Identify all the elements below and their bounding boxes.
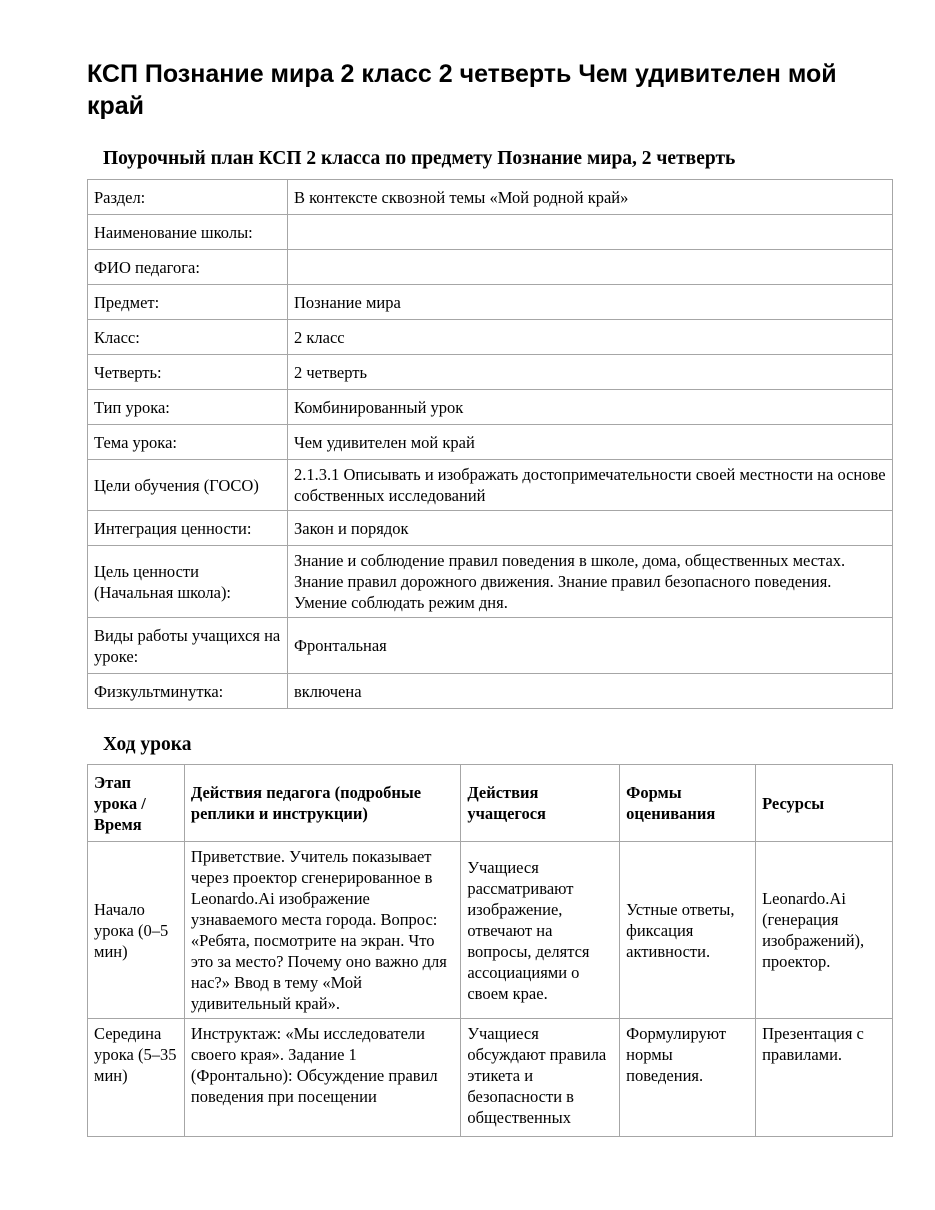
info-value: Фронтальная [288, 618, 893, 674]
table-row [88, 546, 893, 618]
stage-cell: Середина урока (5–35 мин) [94, 1024, 177, 1085]
table-row [88, 674, 893, 709]
lesson-table [87, 764, 893, 1137]
info-value: Комбинированный урок [288, 390, 893, 425]
info-label: Виды работы учащихся на уроке: [88, 618, 288, 674]
info-value [288, 250, 893, 285]
table-row [88, 390, 893, 425]
info-label: Физкультминутка: [88, 674, 288, 709]
table-row [88, 250, 893, 285]
table-row [88, 460, 893, 511]
info-label: Цели обучения (ГОСО) [88, 460, 288, 511]
table-header-row [88, 765, 893, 842]
table-row [88, 618, 893, 674]
table-row [88, 180, 893, 215]
resources-cell: Leonardo.Ai (генерация изображений), проектор. [756, 842, 893, 1019]
column-header-assessment: Формы оценивания [620, 765, 756, 842]
column-header-teacher: Действия педагога (подробные реплики и инструкции) [184, 765, 460, 842]
info-label: Предмет: [88, 285, 288, 320]
table-row [88, 1019, 893, 1137]
info-value: Закон и порядок [288, 511, 893, 546]
info-label: Четверть: [88, 355, 288, 390]
table-row [88, 285, 893, 320]
info-value: 2 класс [288, 320, 893, 355]
info-label: Цель ценности (Начальная школа): [88, 546, 288, 618]
info-label: Интеграция ценности: [88, 511, 288, 546]
table-row [88, 842, 893, 1019]
info-label: Тема урока: [88, 425, 288, 460]
info-label: Раздел: [88, 180, 288, 215]
info-value [288, 215, 893, 250]
assessment-cell: Устные ответы, фиксация активности. [620, 842, 756, 1019]
column-header-stage: Этап урока / Время [88, 765, 185, 842]
stage-cell: Начало урока (0–5 мин) [88, 842, 185, 1019]
info-value: 2 четверть [288, 355, 893, 390]
table-row [88, 511, 893, 546]
resources-cell: Презентация с правилами. [762, 1024, 864, 1064]
info-value: включена [288, 674, 893, 709]
info-value: 2.1.3.1 Описывать и изображать достопримечательности своей местности на основе собственных исследований [288, 460, 893, 511]
teacher-cell: Инструктаж: «Мы исследователи своего края». Задание 1 (Фронтально): Обсуждение правил поведения при посещении [190, 1024, 438, 1106]
table-row [88, 355, 893, 390]
info-value: Знание и соблюдение правил поведения в школе, дома, общественных местах. Знание правил дорожного движения. Знание правил безопасного поведения. Умение соблюдать режим дня. [288, 546, 893, 618]
info-label: ФИО педагога: [88, 250, 288, 285]
info-table [87, 179, 893, 709]
table-row [88, 320, 893, 355]
info-label: Наименование школы: [88, 215, 288, 250]
assessment-cell: Формулируют нормы поведения. [626, 1024, 727, 1085]
student-cell: Учащиеся рассматривают изображение, отвечают на вопросы, делятся ассоциациями о своем крае. [461, 842, 620, 1019]
table-row [88, 215, 893, 250]
plan-heading: Поурочный план КСП 2 класса по предмету Познание мира, 2 четверть [103, 148, 736, 169]
column-header-resources: Ресурсы [756, 765, 893, 842]
info-label: Класс: [88, 320, 288, 355]
info-value: Познание мира [288, 285, 893, 320]
lesson-heading: Ход урока [103, 734, 192, 755]
info-value: В контексте сквозной темы «Мой родной край» [288, 180, 893, 215]
page-title: КСП Познание мира 2 класс 2 четверть Чем удивителен мой край [87, 60, 837, 120]
column-header-student: Действия учащегося [461, 765, 620, 842]
teacher-cell: Приветствие. Учитель показывает через проектор сгенерированное в Leonardo.Ai изображение узнаваемого места города. Вопрос: «Ребята, посмотрите на экран. Что это за место? Почему оно важно для нас?» Ввод в тему «Мой удивительный край». [184, 842, 460, 1019]
info-value: Чем удивителен мой край [288, 425, 893, 460]
info-label: Тип урока: [88, 390, 288, 425]
table-row [88, 425, 893, 460]
student-cell: Учащиеся обсуждают правила этикета и безопасности в общественных [467, 1024, 607, 1127]
